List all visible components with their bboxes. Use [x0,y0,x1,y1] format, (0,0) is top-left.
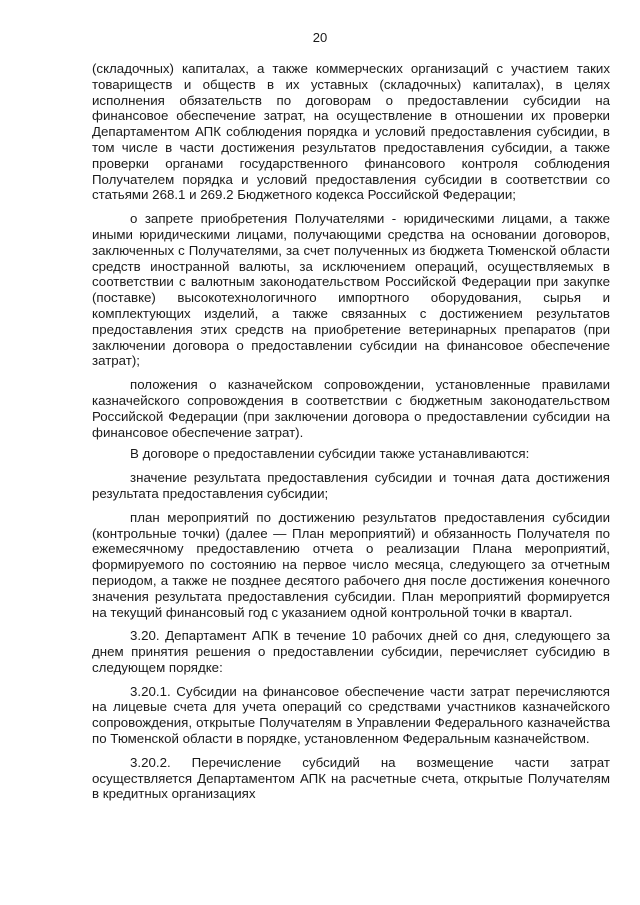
paragraph-treasury-support: положения о казначейском сопровождении, установленные правилами казначейского сопровождения в соответствии с бюджетным законодательством Российской Федерации (при заключении договора о предоставлении субсидии на финансовое обеспечение затрат). [92,377,610,440]
paragraph-result-value: значение результата предоставления субсидии и точная дата достижения результата предоставления субсидии; [92,470,610,501]
page-number: 20 [312,30,328,45]
paragraph-section-3-20: 3.20. Департамент АПК в течение 10 рабочих дней со дня, следующего за днем принятия решения о предоставлении субсидии, перечисляет субсидию в следующем порядке: [92,628,610,675]
paragraph-action-plan: план мероприятий по достижению результатов предоставления субсидии (контрольные точки) (далее — План мероприятий) и обязанность Получателя по ежемесячному предоставлению отчета о реализации Плана мероприятий, формируемого по состоянию на первое число месяца, следующего за отчетным периодом, а также не позднее десятого рабочего дня после достижения конечного значения результата предоставления субсидии. План мероприятий формируется на текущий финансовый год с указанием одной контрольной точки в квартал. [92,509,610,620]
paragraph-contract-terms-intro: В договоре о предоставлении субсидии также устанавливаются: [130,446,530,462]
paragraph-section-3-20-2: 3.20.2. Перечисление субсидий на возмещение части затрат осуществляется Департаментом АПК на расчетные счета, открытые Получателям в кредитных организациях [92,754,610,802]
paragraph-currency-ban: о запрете приобретения Получателями - юридическими лицами, а также иными юридическими лицами, получающими средства на основании договоров, заключенных с Получателями, за счет полученных из бюджета Тюменской области средств иностранной валюты, за исключением операций, осуществляемых в соответствии с валютным законодательством Российской Федерации при закупке (поставке) высокотехнологичного импортного оборудования, сырья и комплектующих изделий, а также связанных с достижением результатов предоставления этих средств на приобретение ветеринарных препаратов (при заключении договора о предоставлении субсидии на финансовое обеспечение затрат); [92,211,610,369]
paragraph-section-3-20-1: 3.20.1. Субсидии на финансовое обеспечение части затрат перечисляются на лицевые счета для учета операций со средствами участников казначейского сопровождения, открытые Получателям в Управлении Федерального казначейства по Тюменской области в порядке, установленном Федеральным казначейством. [92,683,610,747]
document-body [92,61,610,802]
paragraph-continuation: (складочных) капиталах, а также коммерческих организаций с участием таких товариществ и обществ в их уставных (складочных) капиталах), в целях исполнения обязательств по договорам о предоставлении субсидии на финансовое обеспечение затрат, на осуществление в отношении их проверки Департаментом АПК соблюдения порядка и условий предоставления субсидии, в том числе в части достижения результатов предоставления субсидии, а также проверки органами государственного финансового контроля соблюдения Получателем порядка и условий предоставления субсидии в соответствии со статьями 268.1 и 269.2 Бюджетного кодекса Российской Федерации; [92,61,610,203]
